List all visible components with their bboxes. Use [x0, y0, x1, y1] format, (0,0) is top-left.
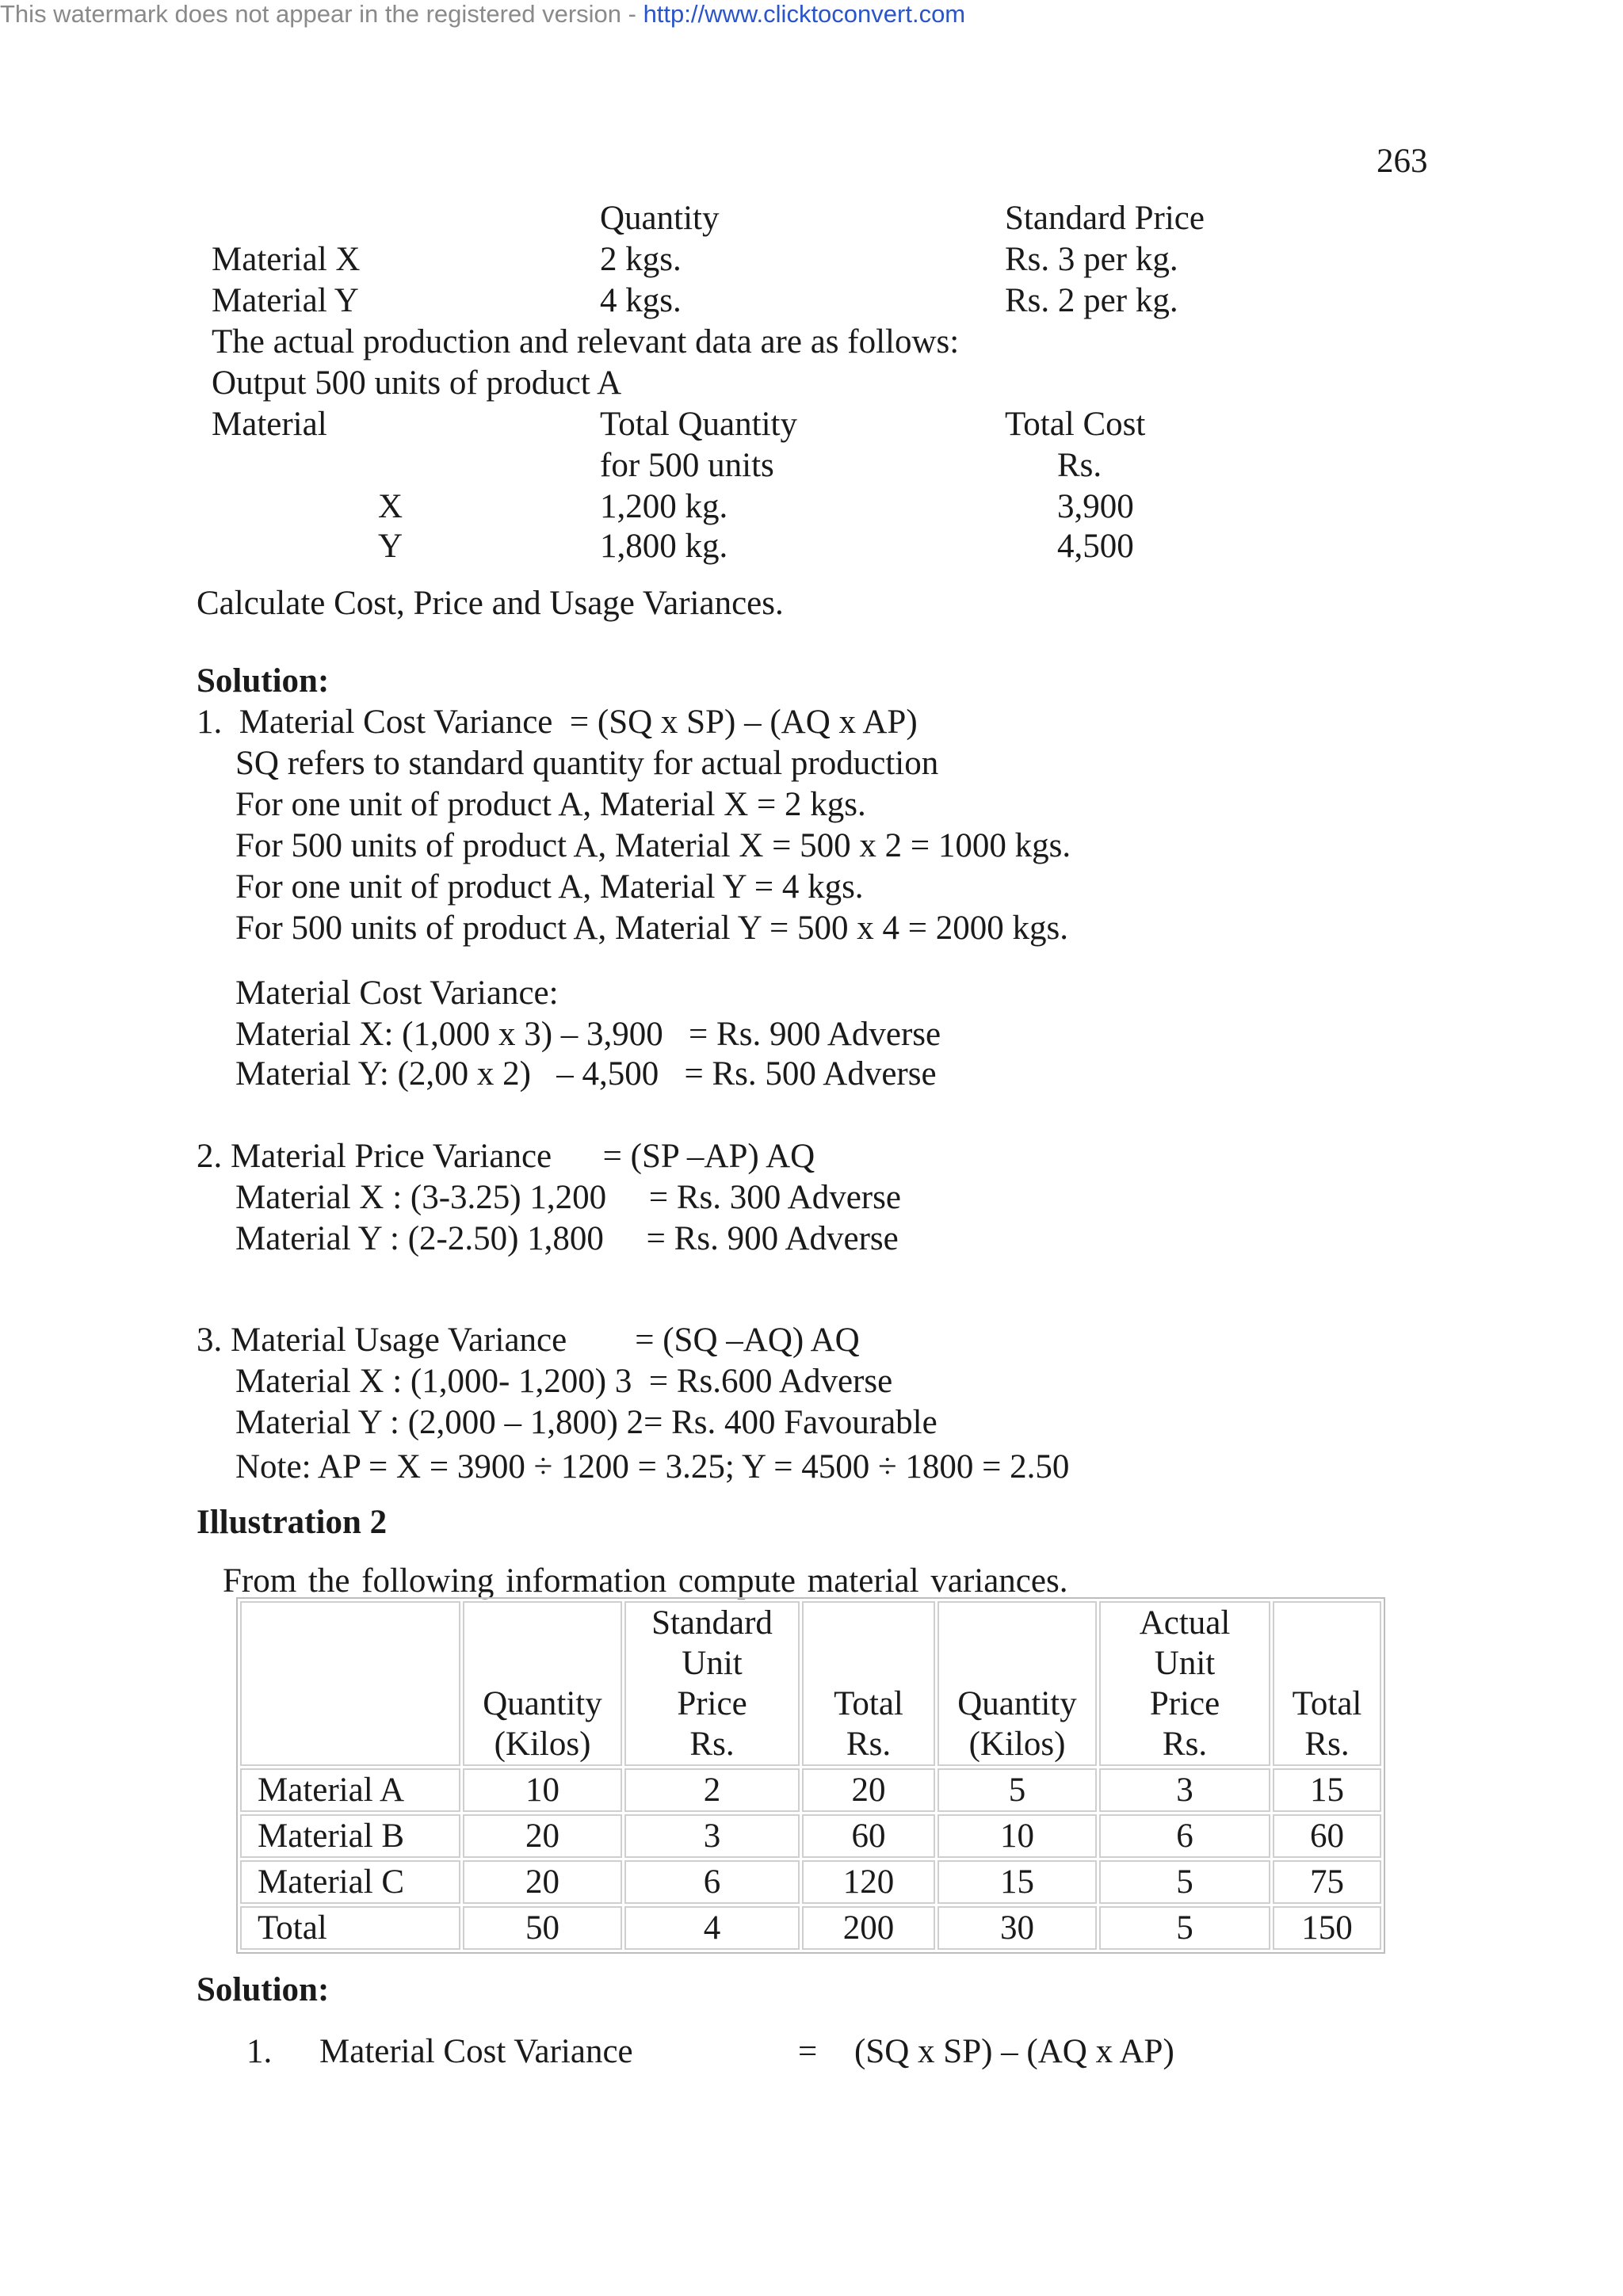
table-header-cell: Total Rs.: [1273, 1601, 1381, 1766]
table-header-row: [240, 1601, 1381, 1766]
std-row-label: Material Y: [212, 282, 359, 319]
solution-heading: Solution:: [197, 662, 330, 700]
actual-row-cost: 4,500: [1057, 528, 1134, 565]
table-cell: Total: [240, 1906, 460, 1950]
mpv-formula: 2. Material Price Variance = (SP –AP) AQ: [197, 1138, 815, 1175]
output-line: Output 500 units of product A: [212, 364, 622, 402]
illustration-heading: Illustration 2: [197, 1504, 388, 1541]
table-row: [240, 1860, 1381, 1904]
solution-line: For 500 units of product A, Material Y = 500 x 4 = 2000 kgs.: [235, 910, 1068, 947]
table-cell: 4: [624, 1906, 800, 1950]
note: Note: AP = X = 3900 ÷ 1200 = 3.25; Y = 4500 ÷ 1800 = 2.50: [235, 1448, 1070, 1486]
table-header-cell: Actual Unit Price Rs.: [1099, 1601, 1270, 1766]
table-row: [240, 1768, 1381, 1812]
actual-row-qty: 1,200 kg.: [600, 488, 728, 525]
table-cell: Material C: [240, 1860, 460, 1904]
table-cell: 150: [1273, 1906, 1381, 1950]
actual-intro: The actual production and relevant data are as follows:: [212, 323, 960, 360]
mcv-material-x: Material X: (1,000 x 3) – 3,900 = Rs. 900 Adverse: [235, 1016, 941, 1053]
table-header-cell: Quantity (Kilos): [938, 1601, 1097, 1766]
table-row: [240, 1814, 1381, 1858]
watermark: This watermark does not appear in the registered version - http://www.clicktoconvert.com: [0, 0, 966, 28]
table-cell: 20: [802, 1768, 935, 1812]
table-cell: 60: [802, 1814, 935, 1858]
mcv-material-y: Material Y: (2,00 x 2) – 4,500 = Rs. 500 Adverse: [235, 1055, 937, 1093]
table-cell: 2: [624, 1768, 800, 1812]
actual-row-label: Y: [378, 528, 403, 565]
solution2-item-number: 1.: [246, 2033, 273, 2070]
actual-header-cost: Total Cost: [1005, 406, 1146, 443]
page-number: 263: [1377, 143, 1428, 180]
table-cell: 5: [938, 1768, 1097, 1812]
table-cell: 3: [1099, 1768, 1270, 1812]
table-cell: 75: [1273, 1860, 1381, 1904]
illustration-intro: From the following information compute material variances.: [223, 1562, 1068, 1600]
table-header-cell: Quantity (Kilos): [463, 1601, 622, 1766]
table-cell: 15: [938, 1860, 1097, 1904]
solution-heading: Solution:: [197, 1971, 330, 2008]
mcv-formula: 1. Material Cost Variance = (SQ x SP) – (AQ x AP): [197, 704, 918, 741]
solution-line: For one unit of product A, Material Y = 4 kgs.: [235, 868, 864, 906]
table-cell: 30: [938, 1906, 1097, 1950]
std-row-price: Rs. 3 per kg.: [1005, 241, 1178, 278]
table-cell: Material A: [240, 1768, 460, 1812]
actual-header-material: Material: [212, 406, 327, 443]
std-row-price: Rs. 2 per kg.: [1005, 282, 1178, 319]
actual-row-qty: 1,800 kg.: [600, 528, 728, 565]
table-cell: 120: [802, 1860, 935, 1904]
table-cell: 6: [1099, 1814, 1270, 1858]
table-cell: 50: [463, 1906, 622, 1950]
solution-line: For 500 units of product A, Material X = 500 x 2 = 1000 kgs.: [235, 827, 1071, 864]
muv-material-y: Material Y : (2,000 – 1,800) 2= Rs. 400 Favourable: [235, 1404, 938, 1441]
table-total-row: [240, 1906, 1381, 1950]
question: Calculate Cost, Price and Usage Variances.: [197, 585, 784, 622]
actual-row-label: X: [378, 488, 403, 525]
table-cell: 10: [463, 1768, 622, 1812]
table-cell: 15: [1273, 1768, 1381, 1812]
muv-formula: 3. Material Usage Variance = (SQ –AQ) AQ: [197, 1322, 860, 1359]
std-row-qty: 4 kgs.: [600, 282, 682, 319]
watermark-link[interactable]: http://www.clicktoconvert.com: [643, 0, 966, 28]
std-header-price: Standard Price: [1005, 200, 1205, 237]
solution2-formula: (SQ x SP) – (AQ x AP): [854, 2033, 1174, 2070]
actual-header-qty: Total Quantity: [600, 406, 797, 443]
table-cell: 6: [624, 1860, 800, 1904]
actual-header-qty-sub: for 500 units: [600, 447, 774, 484]
table-header-cell: Standard Unit Price Rs.: [624, 1601, 800, 1766]
actual-header-cost-unit: Rs.: [1057, 447, 1102, 484]
solution-line: For one unit of product A, Material X = 2 kgs.: [235, 786, 866, 823]
table-cell: 3: [624, 1814, 800, 1858]
mcv-title: Material Cost Variance:: [235, 974, 559, 1012]
table-cell: 20: [463, 1860, 622, 1904]
table-cell: 5: [1099, 1906, 1270, 1950]
table-cell: 5: [1099, 1860, 1270, 1904]
solution2-item-label: Material Cost Variance: [319, 2033, 633, 2070]
muv-material-x: Material X : (1,000- 1,200) 3 = Rs.600 Adverse: [235, 1363, 893, 1400]
table-cell: 60: [1273, 1814, 1381, 1858]
mpv-material-y: Material Y : (2-2.50) 1,800 = Rs. 900 Adverse: [235, 1220, 899, 1257]
table-header-cell: [240, 1601, 460, 1766]
variance-data-table: [236, 1597, 1385, 1954]
std-row-label: Material X: [212, 241, 361, 278]
table-cell: 20: [463, 1814, 622, 1858]
table-header-cell: Total Rs.: [802, 1601, 935, 1766]
solution-line: SQ refers to standard quantity for actual production: [235, 745, 939, 782]
mpv-material-x: Material X : (3-3.25) 1,200 = Rs. 300 Adverse: [235, 1179, 901, 1216]
table-cell: 200: [802, 1906, 935, 1950]
solution2-equals: =: [798, 2033, 818, 2070]
std-row-qty: 2 kgs.: [600, 241, 682, 278]
actual-row-cost: 3,900: [1057, 488, 1134, 525]
std-header-quantity: Quantity: [600, 200, 720, 237]
table-cell: Material B: [240, 1814, 460, 1858]
table-cell: 10: [938, 1814, 1097, 1858]
